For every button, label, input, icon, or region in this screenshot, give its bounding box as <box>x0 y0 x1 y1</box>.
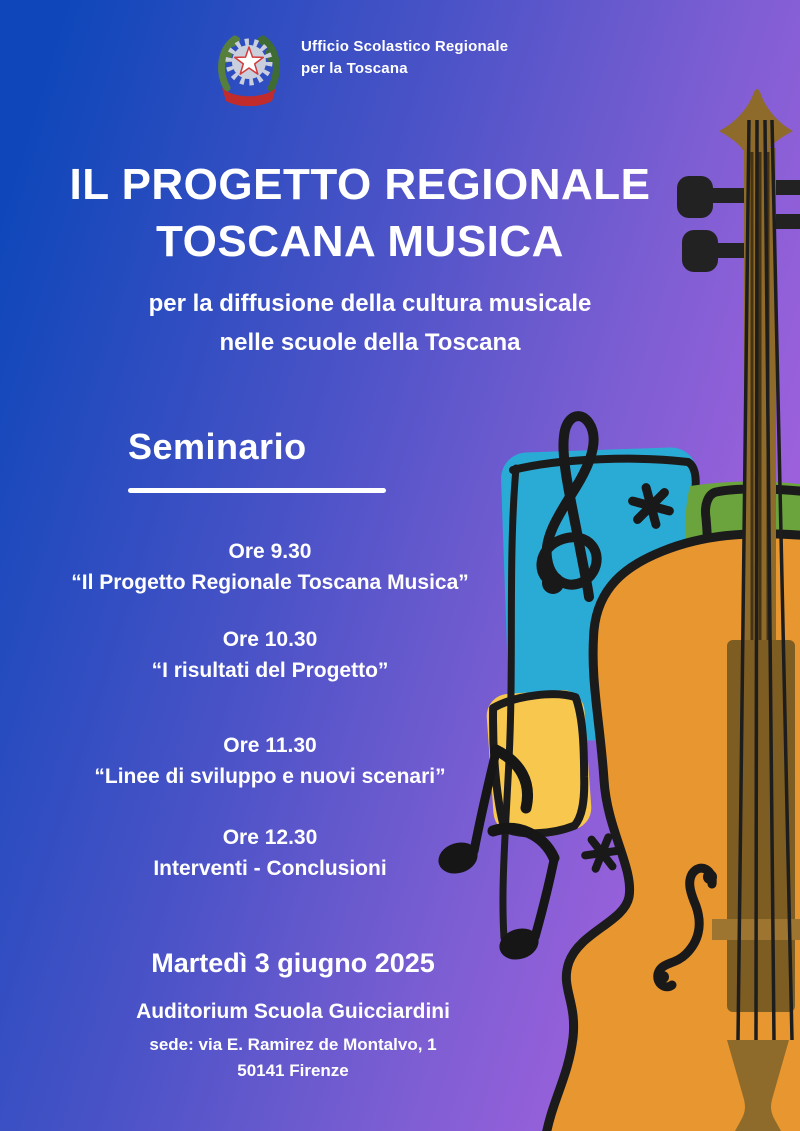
schedule-item <box>0 536 540 598</box>
header <box>213 26 508 106</box>
schedule <box>0 536 540 910</box>
venue-name: Auditorium Scuola Guicciardini <box>136 1000 450 1023</box>
schedule-time: Ore 10.30 <box>222 628 318 651</box>
schedule-topic: “I risultati del Progetto” <box>151 659 389 682</box>
schedule-item <box>0 730 540 792</box>
event-venue <box>23 1000 563 1084</box>
seminar-heading: Seminario <box>128 426 307 467</box>
subtitle-line1: per la diffusione della cultura musicale <box>148 290 592 317</box>
poster-subtitle <box>20 284 720 362</box>
poster-title <box>0 156 720 270</box>
organization-line1: Ufficio Scolastico Regionale <box>301 38 509 55</box>
organization-line2: per la Toscana <box>301 60 408 77</box>
event-date: Martedì 3 giugno 2025 <box>151 948 435 978</box>
title-line2: TOSCANA MUSICA <box>156 217 564 266</box>
venue-address-line1: sede: via E. Ramirez de Montalvo, 1 <box>149 1035 437 1054</box>
italian-republic-emblem <box>213 26 285 106</box>
schedule-topic: Interventi - Conclusioni <box>153 857 387 880</box>
venue-address-line2: 50141 Firenze <box>237 1061 349 1080</box>
subtitle-line2: nelle scuole della Toscana <box>219 329 521 356</box>
title-line1: IL PROGETTO REGIONALE <box>69 160 651 209</box>
organization-name <box>301 26 508 80</box>
schedule-topic: “Il Progetto Regionale Toscana Musica” <box>71 571 469 594</box>
schedule-time: Ore 11.30 <box>223 734 317 757</box>
schedule-item <box>0 822 540 884</box>
seminar-underline <box>128 488 386 493</box>
schedule-item <box>0 624 540 686</box>
schedule-topic: “Linee di sviluppo e nuovi scenari” <box>94 765 446 788</box>
schedule-time: Ore 9.30 <box>228 540 312 563</box>
schedule-time: Ore 12.30 <box>222 826 318 849</box>
